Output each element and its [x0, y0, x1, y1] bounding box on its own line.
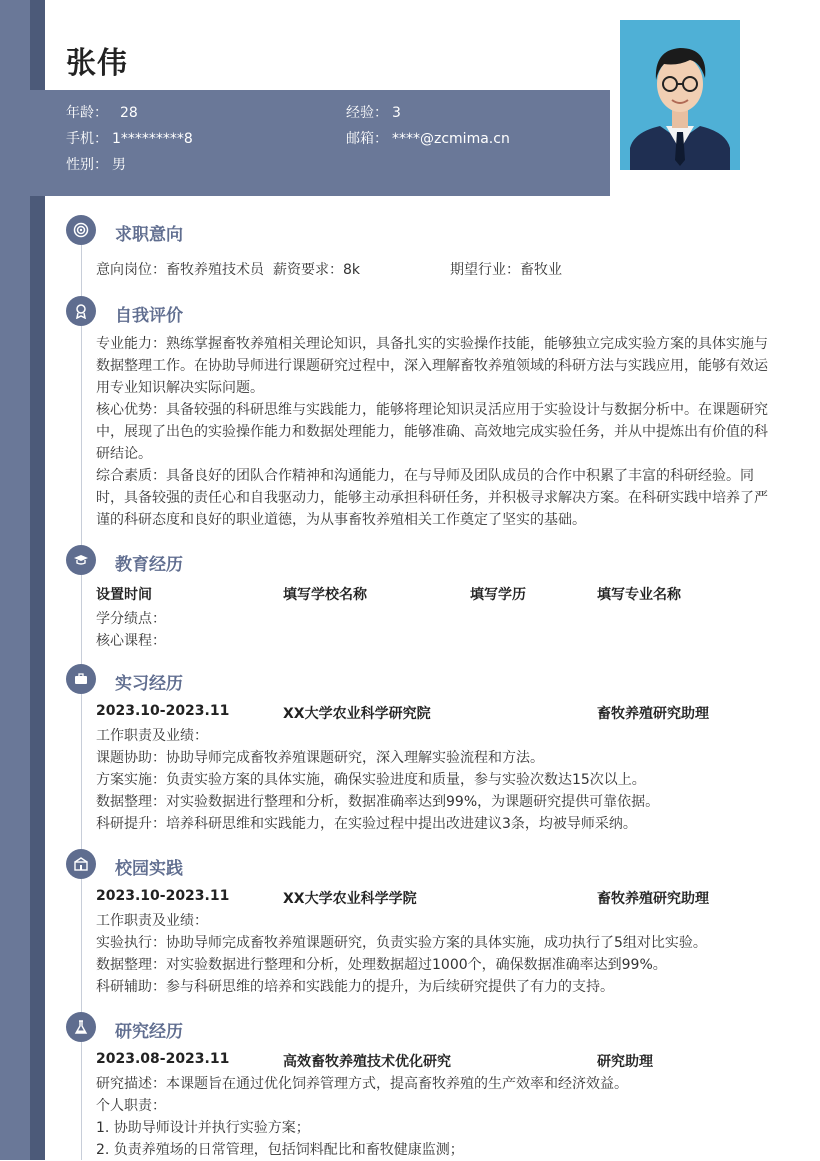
section-title-job-intent: 求职意向: [115, 225, 183, 245]
building-icon: [66, 849, 96, 879]
header-accent: [30, 0, 45, 90]
portrait-illustration: [620, 20, 740, 170]
research-line: 2. 负责养殖场的日常管理，包括饲料配比和畜牧健康监测；: [96, 1142, 464, 1158]
target-icon: [66, 215, 96, 245]
age-item: [66, 102, 138, 122]
phone-label: 手机：: [66, 131, 108, 147]
profile-photo: [620, 20, 740, 170]
section-title-education: 教育经历: [115, 555, 183, 575]
research-period: 2023.08-2023.11: [96, 1051, 230, 1067]
research-line: 研究描述：本课题旨在通过优化饲养管理方式，提高畜牧养殖的生产效率和经济效益。: [96, 1076, 628, 1092]
research-role: 研究助理: [597, 1054, 653, 1070]
intent-industry: 期望行业：畜牧业: [450, 262, 562, 278]
flask-icon: [66, 1012, 96, 1042]
badge-icon: [66, 296, 96, 326]
self-eval-paragraph: 综合素质：具备良好的团队合作精神和沟通能力，在与导师及团队成员的合作中积累了丰富的科研经验。同时，具备较强的责任心和自我驱动力，能够主动承担科研任务，并积极寻求解决方案。在科研实践中培养了严谨的科研态度和良好的职业道德，为从事畜牧养殖相关工作奠定了坚实的基础。: [96, 468, 768, 528]
internship-details: [96, 725, 768, 835]
intent-position: 意向岗位：畜牧养殖技术员: [96, 262, 264, 278]
section-title-internship: 实习经历: [115, 674, 183, 694]
campus-org: XX大学农业科学学院: [283, 891, 417, 907]
phone-value: 1*********8: [112, 131, 193, 147]
gender-label: 性别：: [66, 157, 108, 173]
email-label: 邮箱：: [346, 131, 388, 147]
self-eval-paragraphs: [96, 333, 768, 531]
campus-line: 实验执行：协助导师完成畜牧养殖课题研究，负责实验方案的具体实施，成功执行了5组对比实验。: [96, 935, 707, 951]
experience-label: 经验：: [346, 105, 388, 121]
campus-line: 数据整理：对实验数据进行整理和分析，处理数据超过1000个，确保数据准确率达到99%。: [96, 957, 667, 973]
edu-courses: 核心课程：: [96, 633, 166, 649]
body-accent: [30, 196, 45, 1160]
research-project: 高效畜牧养殖技术优化研究: [283, 1054, 451, 1070]
age-label: 年龄：: [66, 105, 108, 121]
section-title-campus: 校园实践: [115, 859, 183, 879]
internship-line: 方案实施：负责实验方案的具体实施，确保实验进度和质量，参与实验次数达15次以上。: [96, 772, 646, 788]
internship-line: 科研提升：培养科研思维和实践能力，在实验过程中提出改进建议3条，均被导师采纳。: [96, 816, 637, 832]
email-value: ****@zcmima.cn: [392, 131, 510, 147]
internship-period: 2023.10-2023.11: [96, 703, 230, 719]
edu-degree: 填写学历: [470, 587, 526, 603]
internship-role: 畜牧养殖研究助理: [597, 706, 709, 722]
intent-salary: 薪资要求：8k: [273, 262, 361, 278]
campus-line: 科研辅助：参与科研思维的培养和实践能力的提升，为后续研究提供了有力的支持。: [96, 979, 614, 995]
basic-info-band: [30, 90, 610, 196]
briefcase-icon: [66, 664, 96, 694]
campus-details: [96, 910, 768, 998]
internship-line: 课题协助：协助导师完成畜牧养殖课题研究，深入理解实验流程和方法。: [96, 750, 544, 766]
gender-item: [66, 154, 126, 174]
campus-role: 畜牧养殖研究助理: [597, 891, 709, 907]
self-eval-paragraph: 专业能力：熟练掌握畜牧养殖相关理论知识，具备扎实的实验操作技能，能够独立完成实验方案的具体实施与数据整理工作。在协助导师进行课题研究过程中，深入理解畜牧养殖领域的科研方法与实践应用，能够有效运用专业知识解决实际问题。: [96, 336, 768, 396]
edu-major: 填写专业名称: [597, 587, 681, 603]
phone-item: [66, 128, 193, 148]
internship-org: XX大学农业科学研究院: [283, 706, 431, 722]
internship-line: 工作职责及业绩：: [96, 728, 208, 744]
graduation-cap-icon: [66, 545, 96, 575]
edu-gpa: 学分绩点：: [96, 611, 166, 627]
self-eval-paragraph: 核心优势：具备较强的科研思维与实践能力，能够将理论知识灵活应用于实验设计与数据分析中。在课题研究中，展现了出色的实验操作能力和数据处理能力，能够准确、高效地完成实验任务，并从中提炼出有价值的科研结论。: [96, 402, 768, 462]
experience-item: [346, 102, 401, 122]
email-item: [346, 128, 510, 148]
research-line: 个人职责：: [96, 1098, 166, 1114]
internship-line: 数据整理：对实验数据进行整理和分析，数据准确率达到99%，为课题研究提供可靠依据。: [96, 794, 660, 810]
campus-line: 工作职责及业绩：: [96, 913, 208, 929]
campus-period: 2023.10-2023.11: [96, 888, 230, 904]
edu-school: 填写学校名称: [283, 587, 367, 603]
sidebar-strip: [0, 0, 30, 1160]
gender-value: 男: [112, 157, 126, 173]
candidate-name: 张伟: [66, 46, 128, 81]
research-line: 1. 协助导师设计并执行实验方案；: [96, 1120, 310, 1136]
edu-time: 设置时间: [96, 587, 152, 603]
experience-value: 3: [392, 105, 401, 121]
section-title-research: 研究经历: [115, 1022, 183, 1042]
research-details: [96, 1073, 768, 1161]
age-value: 28: [120, 105, 138, 121]
section-title-self-eval: 自我评价: [115, 306, 183, 326]
